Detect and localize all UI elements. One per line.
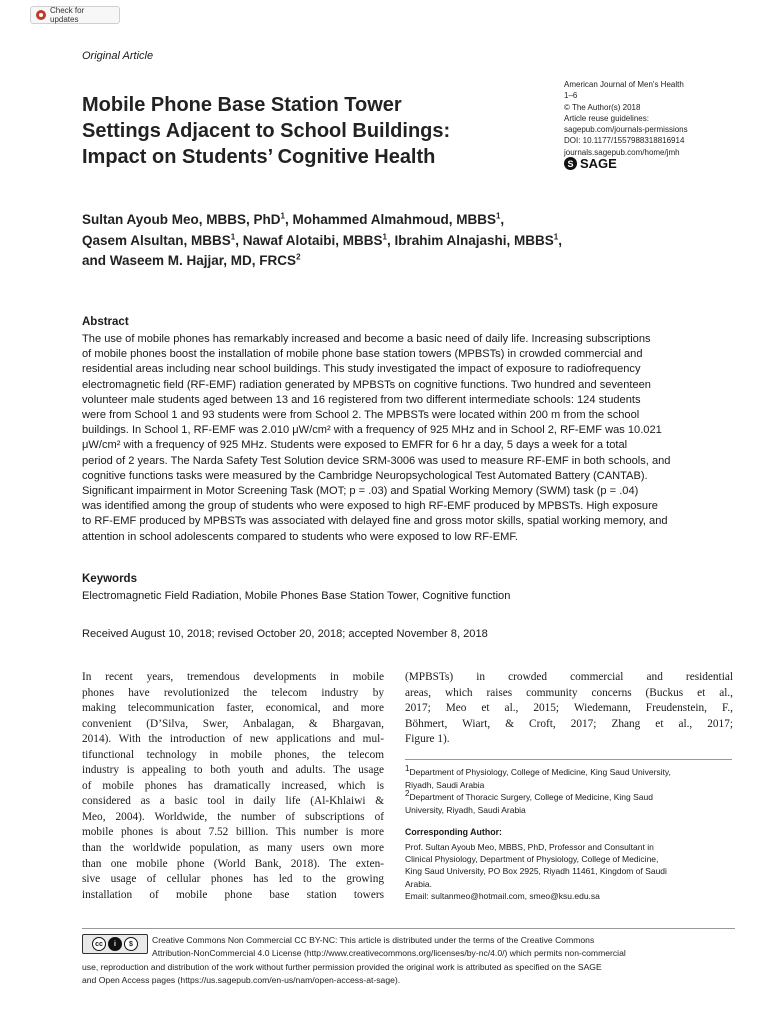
corresponding-author-details [405, 841, 735, 890]
abstract-line: μW/cm² with a frequency of 925 MHz. Students were exposed to EMFR for 6 hr a day, 5 days a week for a total [82, 439, 628, 452]
abstract-line: attention in school adolescents compared to students who were exposed to low RF-EMF. [82, 530, 518, 543]
body-column-left [82, 670, 384, 903]
abstract-line: Significant impairment in Motor Screening Task (MOT; p = .03) and Spatial Working Memory (SWM) task (p = .04) [82, 485, 639, 498]
corresponding-line: King Saud University, PO Box 2925, Riyadh 11461, Kingdom of Saudi [405, 866, 667, 877]
publisher-logo [564, 156, 617, 171]
license-statement [82, 934, 742, 988]
body-line: industry is appealing to both youth and adults. The usage [82, 764, 384, 777]
author-list [82, 210, 682, 272]
affiliation-marker: 2 [296, 252, 301, 262]
update-icon [36, 10, 46, 20]
body-line: making telecommunication faster, economical, and more [82, 702, 384, 715]
nc-icon: $ [124, 937, 138, 951]
keywords-heading: Keywords [82, 573, 137, 585]
author-name: , Ibrahim Alnajashi, MBBS [386, 232, 554, 248]
affiliations [405, 766, 735, 817]
abstract-line: The use of mobile phones has remarkably increased and become a basic need of daily life. Increasing subscriptions [82, 333, 651, 345]
abstract-line: was identified among the group of students who were exposed to high RF-EMF produced by MPBSTs. High exposure [82, 500, 658, 513]
license-line: use, reproduction and distribution of the work without further permission provided the original work is attributed as specified on the SAGE [82, 961, 602, 972]
body-line: 2014). With the introduction of new applications and mul- [82, 733, 384, 746]
author-line [82, 251, 682, 272]
affiliation-text: Department of Thoracic Surgery, College of Medicine, King Saud [409, 792, 653, 803]
title-line: Mobile Phone Base Station Tower [82, 94, 402, 116]
body-line: mobile phones is about 7.52 billion. This number is more [82, 826, 384, 839]
body-line: Böhmert, Wiart, & Croft, 2017; Zhang et al., 2017; [405, 717, 733, 730]
author-line [82, 231, 682, 252]
author-name: , Mohammed Almahmoud, MBBS [284, 212, 496, 227]
author-separator: , [558, 232, 562, 248]
corresponding-line: Clinical Physiology, Department of Physiology, College of Medicine, [405, 854, 659, 865]
abstract-line: period of 2 years. The Narda Safety Test Solution device SRM-3006 was used to measure RF-EMF in both schools, and [82, 454, 671, 467]
body-line: considered as a basic tool in daily life (Al-Khlaiwi & [82, 795, 384, 808]
author-separator: , [500, 212, 505, 227]
affiliation-marker: 2 [405, 789, 410, 799]
abstract-line: to RF-EMF produced by MPBSTs was associated with delayed fine and gross motor skills, spatial working memory, and [82, 515, 668, 528]
body-line: installation of mobile phone base station towers [82, 888, 384, 901]
body-line: than one mobile phone (World Bank, 2018). The exten- [82, 857, 384, 870]
copyright: © The Author(s) 2018 [564, 102, 641, 112]
affiliation-line: Riyadh, Saudi Arabia [405, 779, 485, 790]
affiliation-divider [405, 759, 732, 760]
affiliation-marker: 1 [405, 764, 410, 774]
body-line: convenient (D’Silva, Swer, Anbalagan, & Bhargavan, [82, 717, 384, 730]
corresponding-author-heading: Corresponding Author: [405, 827, 502, 837]
affiliation-marker: 1 [382, 232, 387, 241]
cc-icon: cc [92, 937, 106, 951]
affiliation-marker: 1 [230, 232, 236, 241]
check-for-updates-label: Check for updates [50, 6, 85, 24]
affiliation-text: Department of Physiology, College of Medicine, King Saud University, [409, 767, 671, 777]
doi-link[interactable]: DOI: 10.1177/1557988318816914 [564, 136, 685, 146]
abstract-line: were from School 1 and 93 students were from School 2. The MPBSTs were located within 200 m from the school [82, 409, 640, 422]
journal-pages: 1–6 [564, 91, 578, 101]
abstract-line: residential areas including near school buildings. This study investigated the impact of exposure to radiofrequency [82, 363, 641, 376]
author-name: , Nawaf Alotaibi, MBBS [235, 232, 383, 248]
abstract-heading: Abstract [82, 316, 129, 328]
license-line: and Open Access pages (https://us.sagepub.com/en-us/nam/open-access-at-sage). [82, 975, 401, 986]
abstract-line: volunteer male students aged between 13 and 16 registered from two different intermediate schools: 124 students [82, 393, 641, 406]
body-line: areas, which raises community concerns (Buckus et al., [405, 686, 733, 699]
sage-logo-icon: S [564, 157, 577, 170]
author-line [82, 210, 682, 231]
reuse-label: Article reuse guidelines: [564, 113, 649, 123]
keywords-list: Electromagnetic Field Radiation, Mobile Phones Base Station Tower, Cognitive function [82, 590, 511, 602]
affiliation-line: University, Riyadh, Saudi Arabia [405, 805, 526, 816]
corresponding-line: Arabia. [405, 878, 432, 889]
affiliation-line [405, 766, 735, 779]
body-line: sive usage of cellular phones has led to the growing [82, 873, 384, 886]
check-for-updates-button[interactable] [30, 6, 120, 24]
corresponding-email[interactable]: Email: sultanmeo@hotmail.com, smeo@ksu.edu.sa [405, 891, 600, 901]
body-line: phones have revolutionized the telecom industry by [82, 686, 384, 699]
license-line: Creative Commons Non Commercial CC BY-NC: This article is distributed under the terms of the Creative Commons [152, 935, 595, 945]
author-name: Sultan Ayoub Meo, MBBS, PhD [82, 212, 281, 227]
abstract-body [82, 332, 705, 545]
abstract-line: of mobile phones boost the installation of mobile phone base station towers (MPBSTs) in crowded commercial and [82, 348, 643, 361]
abstract-line: buildings. In School 1, RF-EMF was 2.010 μW/cm² with a frequency of 925 MHz and in School 2, RF-EMF was 10.021 [82, 424, 662, 437]
journal-name: American Journal of Men's Health [564, 80, 684, 89]
affiliation-marker: 1 [553, 232, 559, 241]
author-name: Qasem Alsultan, MBBS [82, 232, 231, 248]
by-icon: i [108, 937, 122, 951]
author-name: and Waseem M. Hajjar, MD, FRCS [82, 253, 297, 268]
publisher-name: SAGE [580, 156, 617, 171]
article-title [82, 92, 542, 170]
journal-info [564, 79, 754, 158]
body-line: Meo, 2004). Worldwide, the number of subscriptions of [82, 810, 384, 823]
body-line: tifunctional technology in mobile phones, the telecom [82, 748, 384, 761]
body-column-right [405, 670, 733, 748]
abstract-line: cognitive functions tasks were measured by the Cambridge Neuropsychological Test Automated Battery (CANTAB). [82, 469, 648, 482]
body-line: of mobile phones has dramatically increased, which is [82, 779, 384, 792]
affiliation-marker: 1 [495, 211, 501, 221]
affiliation-line [405, 791, 735, 804]
body-line: In recent years, tremendous developments in mobile [82, 671, 384, 683]
license-line: Attribution-NonCommercial 4.0 License (http://www.creativecommons.org/licenses/by-nc/4.0/) which permits non-commercial [152, 948, 626, 959]
body-line: Figure 1). [405, 733, 450, 746]
license-divider [82, 928, 735, 929]
body-line: than the worldwide population, as many users own more [82, 842, 384, 855]
received-dates: Received August 10, 2018; revised October 20, 2018; accepted November 8, 2018 [82, 628, 488, 640]
title-line: Settings Adjacent to School Buildings: [82, 120, 451, 142]
abstract-line: electromagnetic field (RF-EMF) radiation generated by MPBSTs on cognitive functions. Two hundred and seventeen [82, 378, 651, 391]
journal-home-link[interactable]: journals.sagepub.com/home/jmh [564, 147, 680, 157]
body-line: 2017; Meo et al., 2015; Wiedemann, Freudenstein, F., [405, 702, 733, 715]
body-line: (MPBSTs) in crowded commercial and residential [405, 671, 733, 683]
title-line: Impact on Students’ Cognitive Health [82, 146, 436, 168]
corresponding-line: Prof. Sultan Ayoub Meo, MBBS, PhD, Professor and Consultant in [405, 842, 654, 852]
article-type: Original Article [82, 50, 154, 62]
reuse-link[interactable]: sagepub.com/journals-permissions [564, 125, 688, 135]
affiliation-marker: 1 [280, 211, 285, 221]
